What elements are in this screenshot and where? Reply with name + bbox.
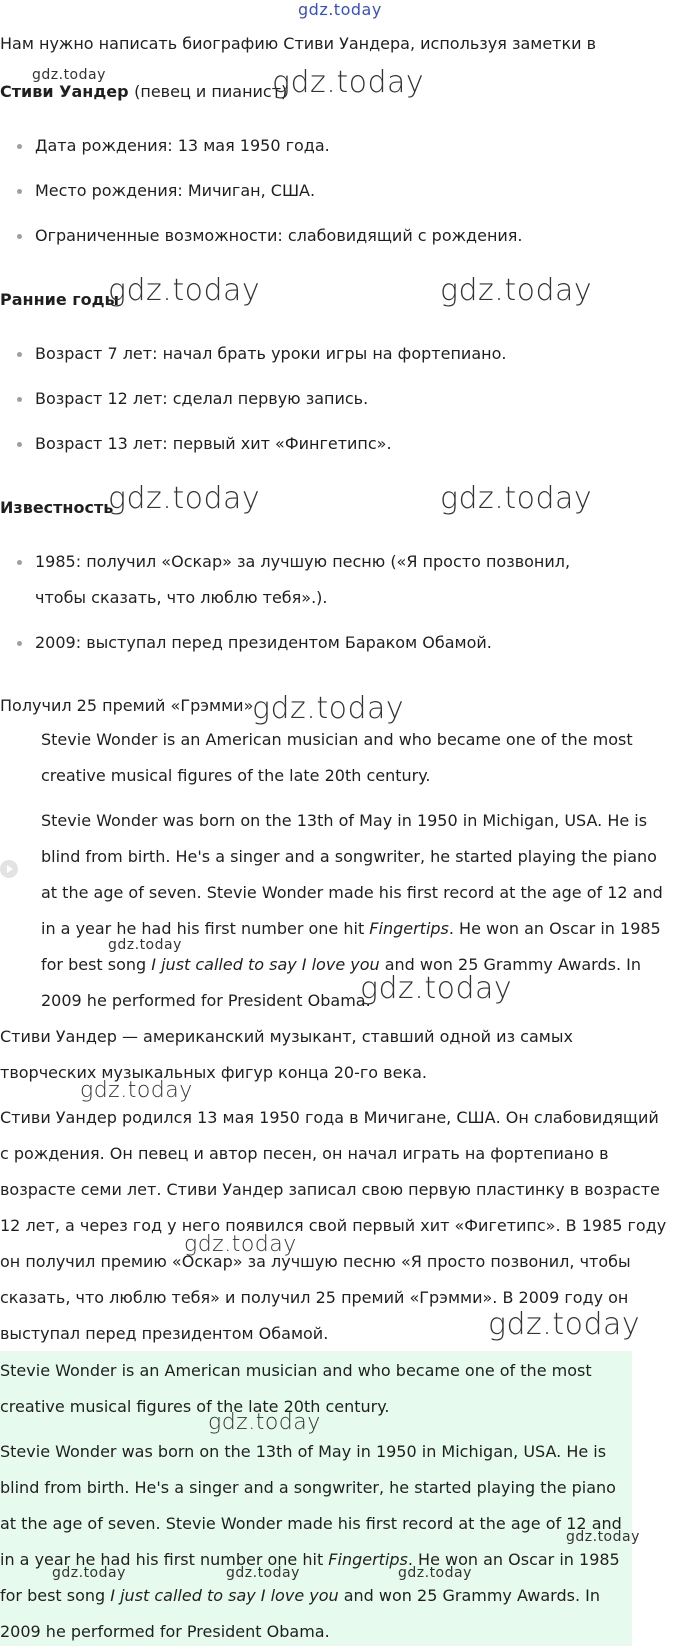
fame-list <box>0 544 640 670</box>
answer-text: . He won an Oscar in 1985 for best song <box>41 919 661 974</box>
watermark-top: gdz.today <box>298 0 382 19</box>
watermark: gdz.today <box>32 67 106 83</box>
list-item: Возраст 13 лет: первый хит «Фингетипс». <box>0 426 670 462</box>
watermark: gdz.today <box>108 937 182 953</box>
song-title: I just called to say I love you <box>110 1586 339 1605</box>
facts-list <box>0 128 670 263</box>
answer-paragraph-2 <box>41 803 671 1019</box>
list-item: Дата рождения: 13 мая 1950 года. <box>0 128 670 164</box>
watermark: gdz.today <box>440 273 593 308</box>
hit-title: Fingertips <box>369 919 449 938</box>
repeat-text: . He won an Oscar in 1985 for best song <box>0 1550 620 1605</box>
list-item: Возраст 12 лет: сделал первую запись. <box>0 381 670 417</box>
watermark: gdz.today <box>360 971 513 1006</box>
watermark: gdz.today <box>226 1565 300 1581</box>
answer-text: Stevie Wonder was born on the 13th of May in 1950 in Michigan, USA. He is blind from birth. He's a singer and a songwriter, he started playing the piano at the age of seven. Stevie Wonder made his first record at the age of 12 and in a year he had his first number one hit <box>41 811 663 938</box>
hit-title: Fingertips <box>328 1550 408 1569</box>
person-name: Стиви Уандер <box>0 82 129 101</box>
list-item: Возраст 7 лет: начал брать уроки игры на фортепиано. <box>0 336 670 372</box>
early-list <box>0 336 670 471</box>
person-role: (певец и пианист) <box>134 82 288 101</box>
song-title: I just called to say I love you <box>151 955 380 974</box>
early-heading: Ранние годы <box>0 290 120 309</box>
repeat-paragraph-1: Stevie Wonder is an American musician and who became one of the most creative musical figures of the late 20th century. <box>0 1361 592 1416</box>
watermark: gdz.today <box>80 1078 193 1103</box>
watermark: gdz.today <box>252 691 405 726</box>
watermark: gdz.today <box>488 1307 641 1342</box>
grammy-line: Получил 25 премий «Грэмми» <box>0 696 254 715</box>
watermark: gdz.today <box>272 65 425 100</box>
answer-text: and won 25 Grammy Awards. In 2009 he performed for President Obama. <box>41 955 641 1010</box>
answer-paragraph-1: Stevie Wonder is an American musician and who became one of the most creative musical figures of the late 20th century. <box>41 730 633 785</box>
intro-text: Нам нужно написать биографию Стиви Уандера, используя заметки в <box>0 34 597 53</box>
translation-paragraph-1: Стиви Уандер — американский музыкант, ставший одной из самых творческих музыкальных фигур конца 20-го века. <box>0 1027 573 1082</box>
watermark: gdz.today <box>52 1565 126 1581</box>
watermark: gdz.today <box>440 481 593 516</box>
watermark: gdz.today <box>108 481 261 516</box>
list-item: Место рождения: Мичиган, США. <box>0 173 670 209</box>
list-item: Ограниченные возможности: слабовидящий с рождения. <box>0 218 670 254</box>
list-item: 2009: выступал перед президентом Бараком Обамой. <box>0 625 640 661</box>
translation-paragraph-2: Стиви Уандер родился 13 мая 1950 года в Мичигане, США. Он слабовидящий с рождения. Он певец и автор песен, он начал играть на фортепиано в возрасте семи лет. Стиви Уандер записал свою первую пластинку в возрасте 12 лет, а через год у него появился свой первый хит «Фигетипс». В 1985 году он получил премию «Оскар» за лучшую песню «Я просто позвонил, чтобы сказать, что люблю тебя» и получил 25 премий «Грэмми». В 2009 году он выступал перед президентом Обамой. <box>0 1108 667 1343</box>
watermark: gdz.today <box>108 273 261 308</box>
watermark: gdz.today <box>566 1529 640 1545</box>
watermark: gdz.today <box>398 1565 472 1581</box>
repeat-paragraph-2 <box>0 1434 632 1650</box>
fame-heading: Известность <box>0 498 114 517</box>
repeat-text: and won 25 Grammy Awards. In 2009 he performed for President Obama. <box>0 1586 600 1641</box>
watermark: gdz.today <box>184 1232 297 1257</box>
watermark: gdz.today <box>208 1410 321 1435</box>
list-item: 1985: получил «Оскар» за лучшую песню («Я просто позвонил, чтобы сказать, что люблю тебя».). <box>0 544 640 616</box>
repeat-text: Stevie Wonder was born on the 13th of May in 1950 in Michigan, USA. He is blind from birth. He's a singer and a songwriter, he started playing the piano at the age of seven. Stevie Wonder made his first record at the age of 12 and in a year he had his first number one hit <box>0 1442 622 1569</box>
play-icon[interactable] <box>0 860 18 878</box>
